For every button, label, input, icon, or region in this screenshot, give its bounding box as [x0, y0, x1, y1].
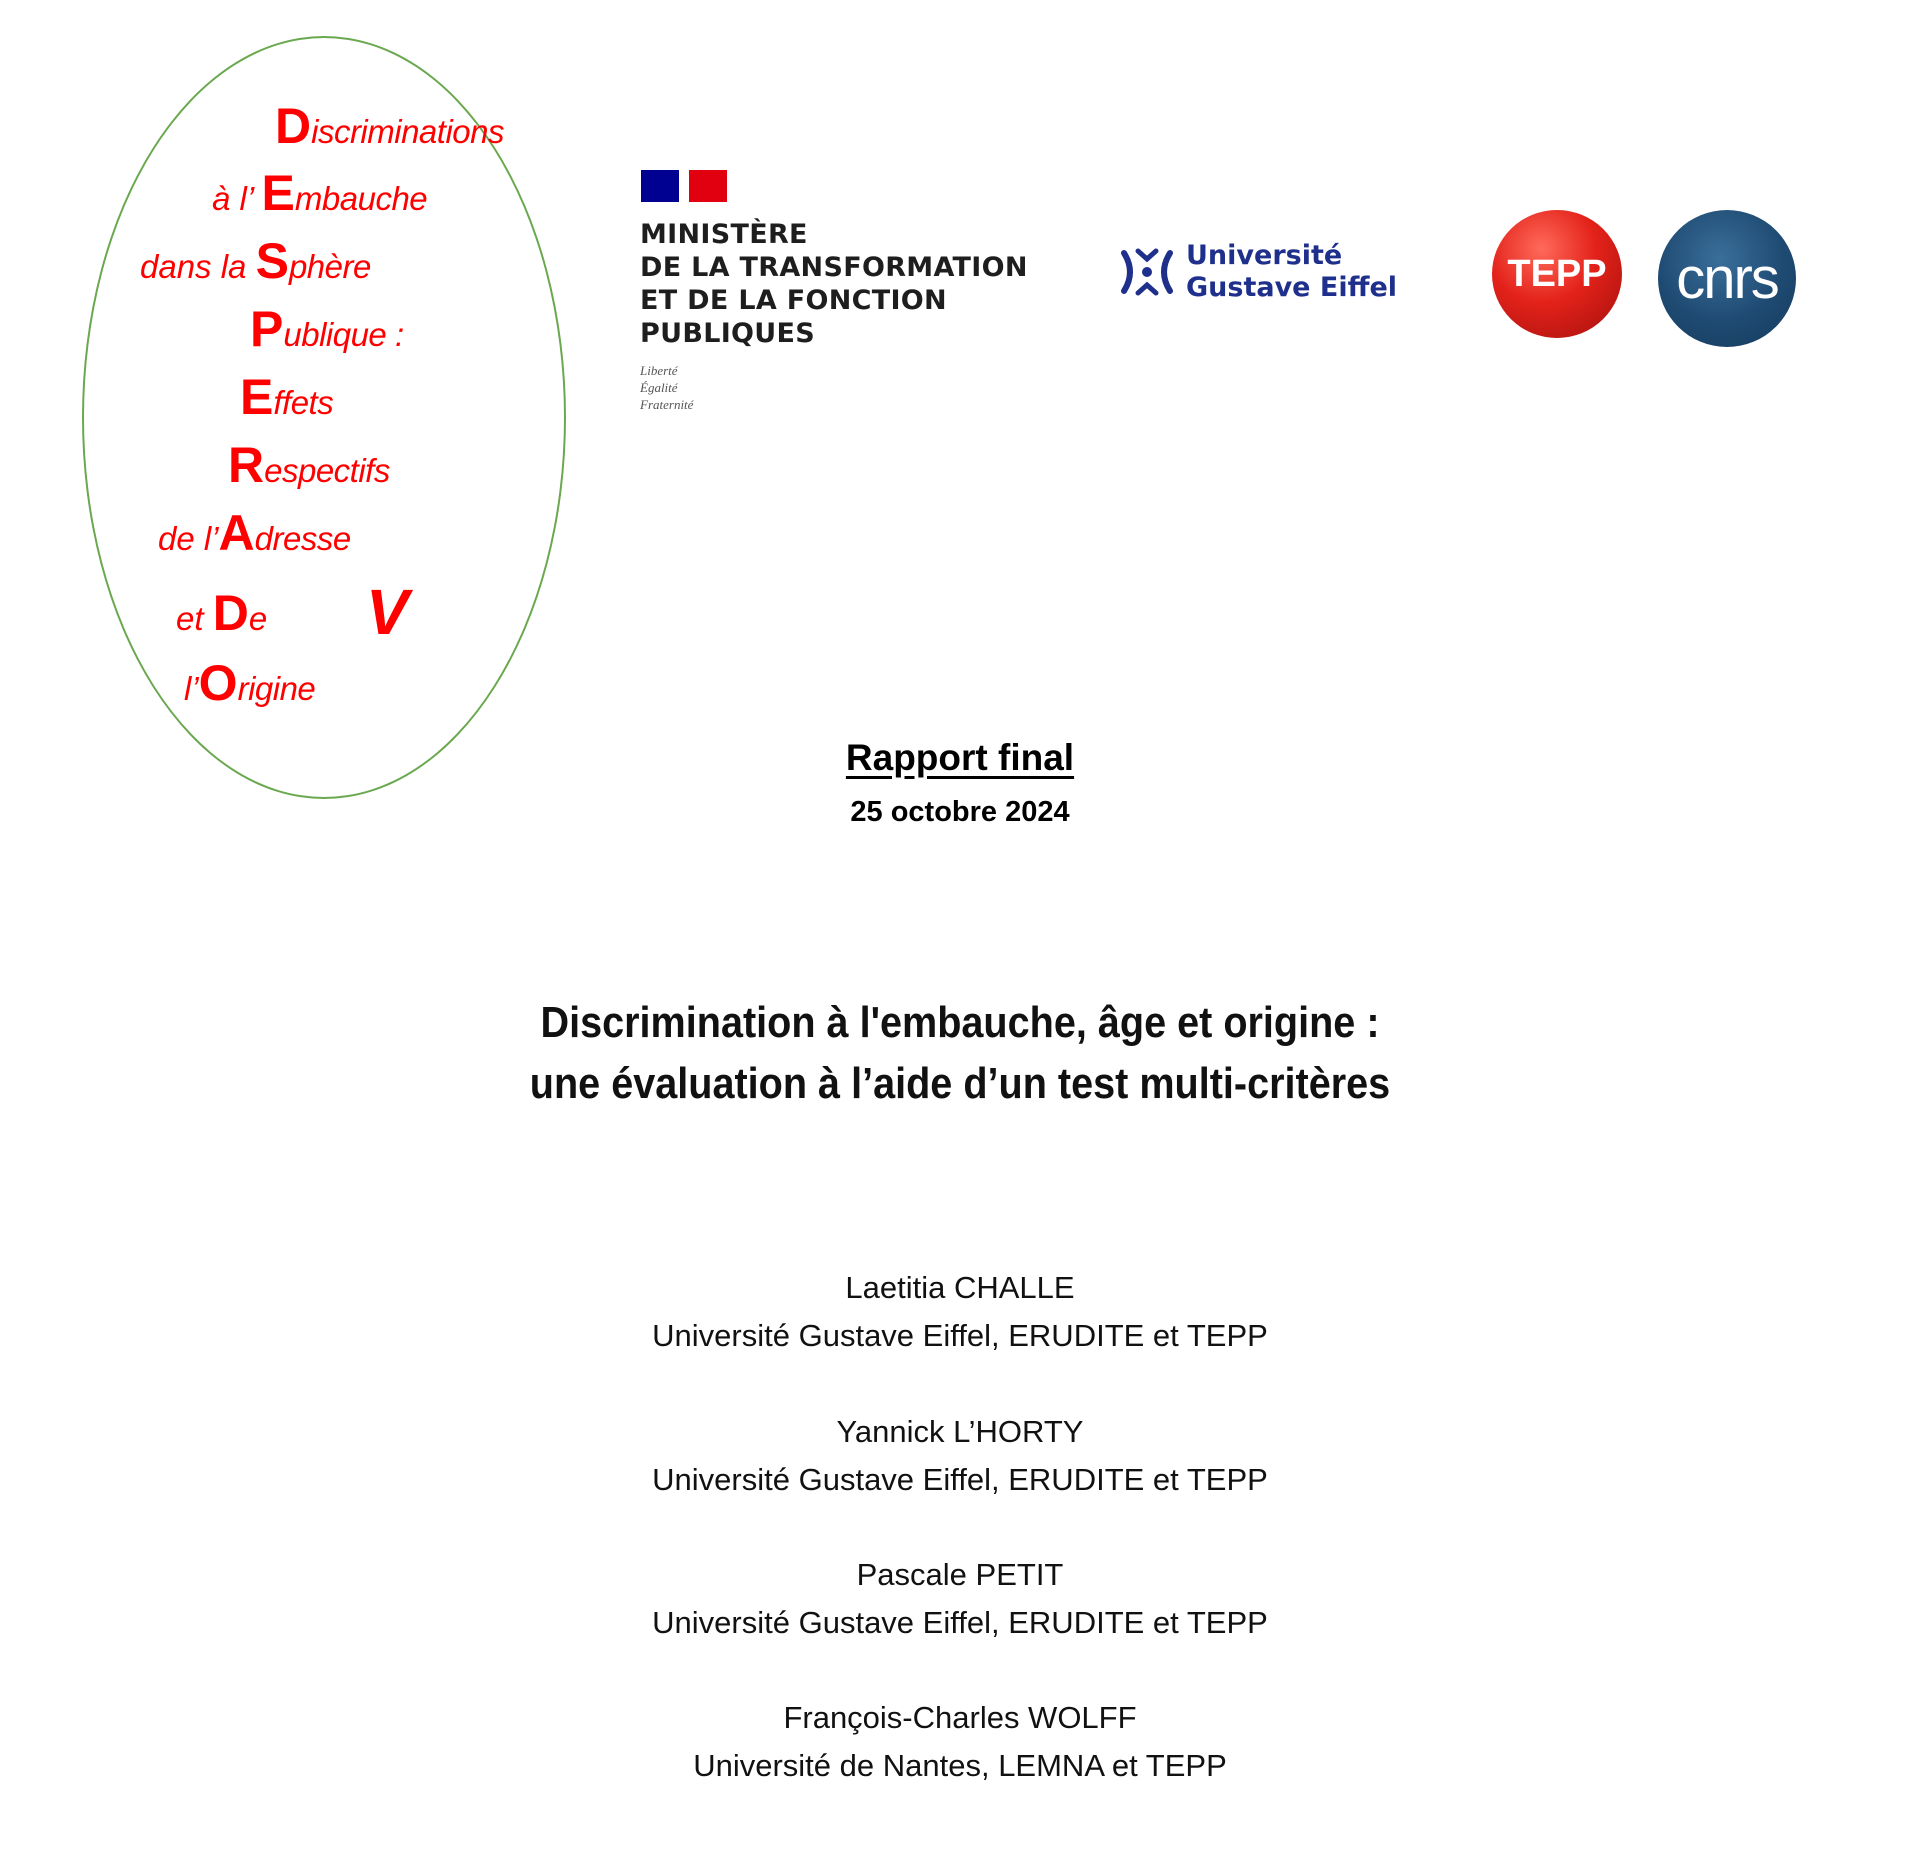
uge-name: Université Gustave Eiffel — [1186, 240, 1398, 303]
author-block — [0, 1694, 1920, 1790]
author-block — [0, 1551, 1920, 1647]
author-block — [0, 1264, 1920, 1360]
acrostic-line-1: Discriminations — [275, 98, 504, 154]
french-flag-icon — [641, 170, 727, 202]
tepp-logo — [1492, 210, 1622, 338]
acrostic-big-letter: V — [366, 576, 409, 648]
uge-emblem-icon — [1118, 243, 1176, 301]
ministry-motto: Liberté Égalité Fraternité — [640, 363, 694, 412]
acrostic-line-3: dans la Sphère — [140, 233, 371, 289]
report-title: Rapport final — [845, 737, 1075, 778]
author-affiliation: Université Gustave Eiffel, ERUDITE et TEPP — [652, 1462, 1268, 1497]
author-affiliation: Université de Nantes, LEMNA et TEPP — [693, 1748, 1227, 1783]
main-title — [96, 992, 1824, 1114]
author-name: Pascale PETIT — [856, 1557, 1064, 1592]
author-affiliation: Université Gustave Eiffel, ERUDITE et TEPP — [652, 1605, 1268, 1640]
acrostic-line-6: Respectifs — [228, 437, 390, 493]
acrostic-line-7: de l’Adresse — [158, 505, 351, 561]
author-affiliation: Université Gustave Eiffel, ERUDITE et TEPP — [652, 1318, 1268, 1353]
author-block — [0, 1408, 1920, 1504]
acrostic-line-5: Effets — [240, 369, 334, 425]
ministry-logo — [640, 170, 1028, 413]
cnrs-logo — [1658, 210, 1796, 347]
acrostic-line-2: à l’ Embauche — [212, 165, 428, 221]
report-date: 25 octobre 2024 — [850, 796, 1070, 828]
acrostic-line-4: Publique : — [250, 301, 404, 357]
main-title-line-1: Discrimination à l'embauche, âge et origine : — [540, 998, 1380, 1047]
ministry-name: MINISTÈRE DE LA TRANSFORMATION ET DE LA FONCTION PUBLIQUES — [640, 219, 1028, 349]
tepp-logo-text: TEPP — [1507, 252, 1607, 295]
acrostic-line-8: et De — [176, 585, 267, 641]
cnrs-logo-text: cnrs — [1676, 246, 1778, 311]
author-name: François-Charles WOLFF — [783, 1700, 1137, 1735]
main-title-line-2: une évaluation à l’aide d’un test multi-critères — [529, 1059, 1391, 1108]
author-name: Yannick L’HORTY — [836, 1414, 1084, 1449]
uge-logo — [1118, 240, 1397, 304]
acrostic-line-9: l’Origine — [184, 655, 316, 711]
author-name: Laetitia CHALLE — [845, 1270, 1075, 1305]
